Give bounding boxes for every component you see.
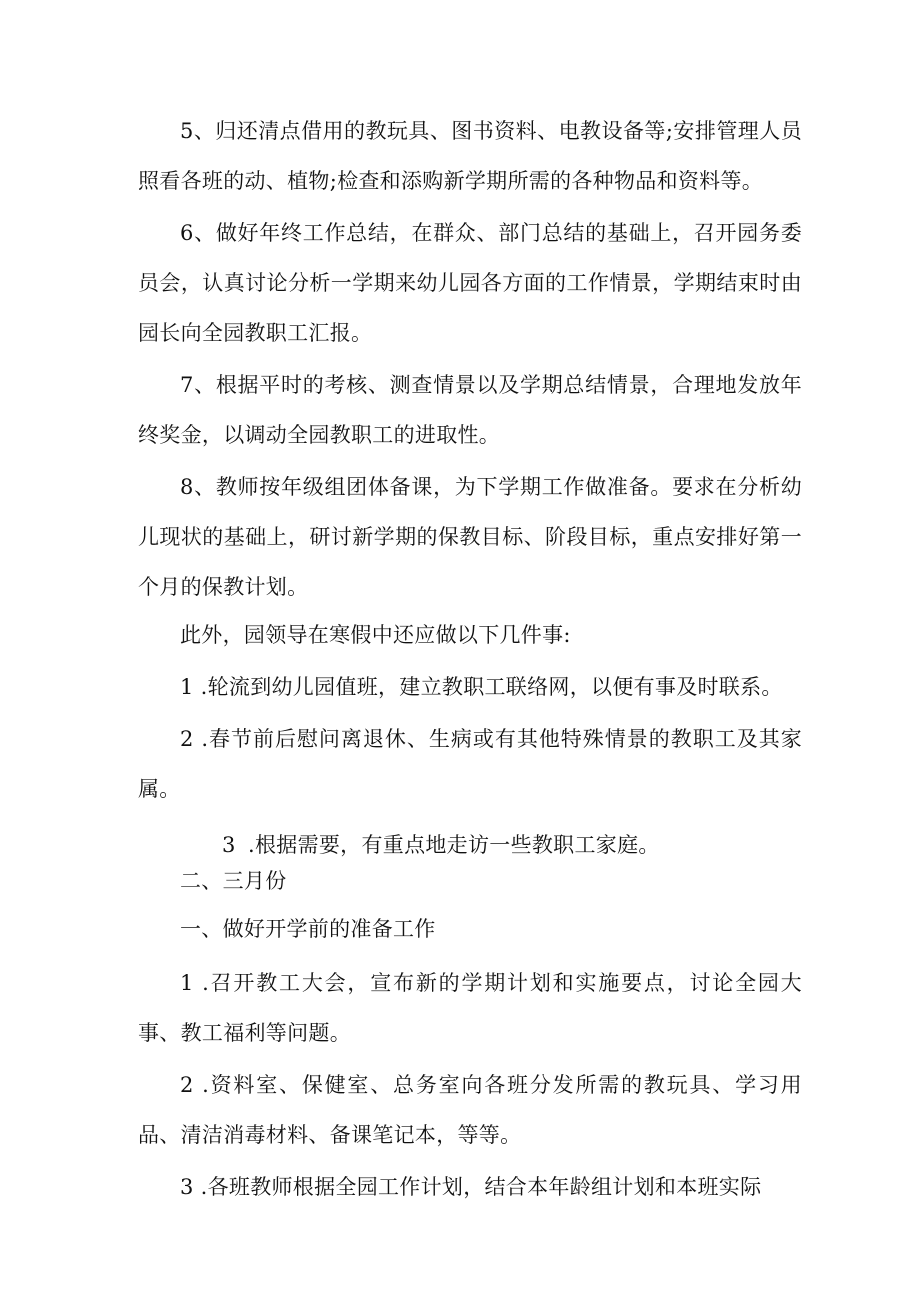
subsection-heading-preparation: 一、做好开学前的准备工作 <box>180 917 436 941</box>
paragraph-item-6: 6、做好年终工作总结，在群众、部门总结的基础上，召开园务委员会，认真讨论分析一学期来幼儿园各方面的工作情景，学期结束时由园长向全园教职工汇报。 <box>138 221 802 345</box>
paragraph-item-7: 7、根据平时的考核、测查情景以及学期总结情景，合理地发放年终奖金，以调动全园教职工的进取性。 <box>138 373 802 447</box>
list-item-prep-1: 1 .召开教工大会，宣布新的学期计划和实施要点，讨论全园大事、教工福利等问题。 <box>138 971 802 1045</box>
section-heading-march: 二、三月份 <box>180 869 287 893</box>
paragraph-intro: 此外，园领导在寒假中还应做以下几件事: <box>180 623 571 647</box>
list-item-text: .根据需要，有重点地走访一些教职工家庭。 <box>248 833 660 857</box>
paragraph-item-8: 8、教师按年级组团体备课，为下学期工作做准备。要求在分析幼儿现状的基础上，研讨新学期的保教目标、阶段目标，重点安排好第一个月的保教计划。 <box>138 475 802 599</box>
list-item-prep-3: 3 .各班教师根据全园工作计划，结合本年龄组计划和本班实际 <box>180 1175 762 1199</box>
list-item-duty-1: 1 .轮流到幼儿园值班，建立教职工联络网，以便有事及时联系。 <box>180 675 783 699</box>
list-item-number: 3 <box>222 833 236 857</box>
list-item-prep-2: 2 .资料室、保健室、总务室向各班分发所需的教玩具、学习用品、清洁消毒材料、备课笔记本，等等。 <box>138 1073 802 1147</box>
paragraph-item-5: 5、归还清点借用的教玩具、图书资料、电教设备等;安排管理人员照看各班的动、植物;检查和添购新学期所需的各种物品和资料等。 <box>138 119 802 193</box>
list-item-duty-2: 2 .春节前后慰问离退休、生病或有其他特殊情景的教职工及其家属。 <box>138 727 802 801</box>
